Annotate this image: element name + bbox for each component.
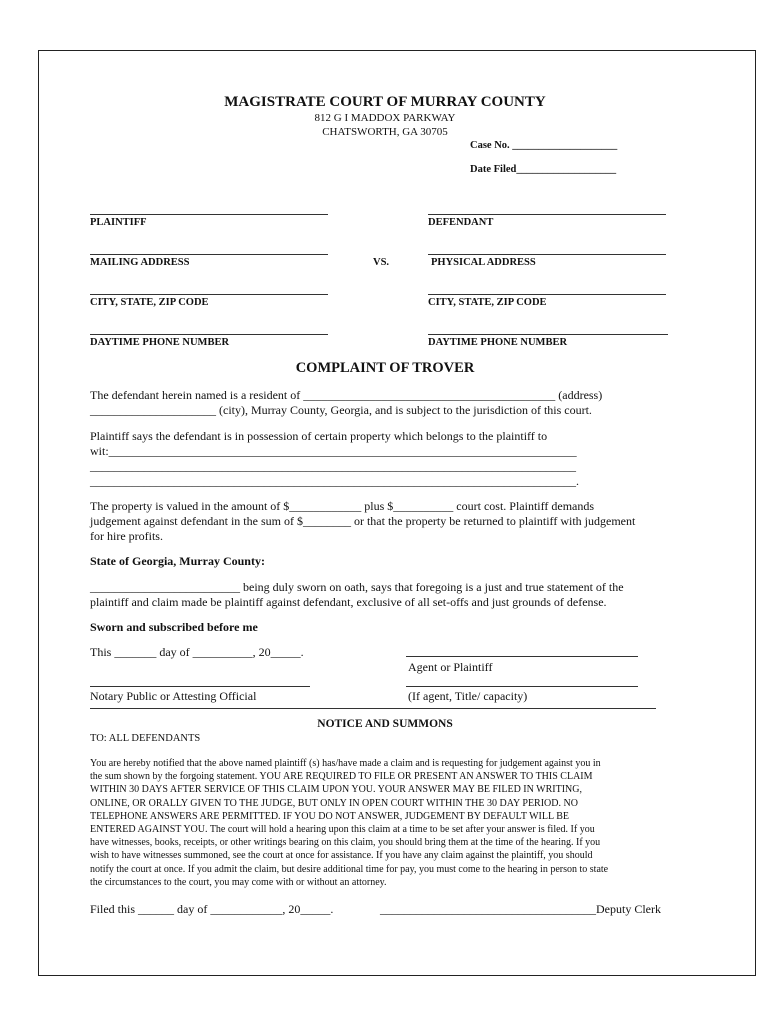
deputy-clerk-line[interactable]: ____________________________________Deputy Clerk xyxy=(380,902,661,916)
notice-line: the circumstances to the court, you may come with or without an attorney. xyxy=(90,876,387,888)
date-filed-field[interactable]: Date Filed___________________ xyxy=(470,164,617,175)
plaintiff-label: PLAINTIFF xyxy=(90,217,147,228)
section-divider xyxy=(90,708,656,709)
possession-line-3[interactable]: _________________________________________________________________________________ xyxy=(90,459,576,473)
city-state-zip-left-line[interactable] xyxy=(90,294,328,295)
complaint-heading: COMPLAINT OF TROVER xyxy=(295,360,475,376)
value-line-2[interactable]: judgement against defendant in the sum of $________ or that the property be returned to plaintiff with judgement xyxy=(90,514,636,528)
phone-right-line[interactable] xyxy=(428,334,668,335)
court-address-line1: 812 G I MADDOX PARKWAY xyxy=(314,112,456,124)
notice-heading: NOTICE AND SUMMONS xyxy=(317,718,453,730)
notice-line: notify the court at once. If you admit the claim, but desire additional time for pay, you must come to the hearing in person to state xyxy=(90,863,609,875)
notice-line: ONLINE, OR ORALLY GIVEN TO THE JUDGE, BUT ONLY IN OPEN COURT WITHIN THE 30 DAY PERIOD. NO xyxy=(90,797,578,809)
physical-address-line[interactable] xyxy=(428,254,666,255)
case-number-field[interactable]: Case No. ____________________ xyxy=(470,140,618,151)
possession-line-1: Plaintiff says the defendant is in possession of certain property which belongs to the plaintiff to xyxy=(90,429,548,443)
notary-label: Notary Public or Attesting Official xyxy=(90,689,257,703)
resident-line-2[interactable]: _____________________ (city), Murray County, Georgia, and is subject to the jurisdiction of this court. xyxy=(90,403,592,417)
notice-line: have witnesses, books, receipts, or other writings bearing on this claim, you should bring them at the time of the hearing. If you xyxy=(90,837,601,849)
sworn-line-1[interactable]: _________________________ being duly sworn on oath, says that foregoing is a just and true statement of the xyxy=(90,580,624,594)
defendant-label: DEFENDANT xyxy=(428,217,494,228)
sworn-subscribed-label: Sworn and subscribed before me xyxy=(90,620,258,634)
mailing-address-line[interactable] xyxy=(90,254,328,255)
notice-line: wish to have witnesses summoned, see the court at once for assistance. If you have any claim against the plaintiff, you should xyxy=(90,850,593,862)
city-state-zip-right-line[interactable] xyxy=(428,294,666,295)
this-day-line[interactable]: This _______ day of __________, 20_____. xyxy=(90,645,304,659)
city-state-zip-right-label: CITY, STATE, ZIP CODE xyxy=(428,297,547,308)
notice-line: ENTERED AGAINST YOU. The court will hold a hearing upon this claim at a time to be set after your answer is filed. If you xyxy=(90,824,595,836)
mailing-address-label: MAILING ADDRESS xyxy=(90,257,190,268)
sworn-line-2: plaintiff and claim made be plaintiff against defendant, exclusive of all set-offs and just grounds of defense. xyxy=(90,595,607,609)
filed-this-line[interactable]: Filed this ______ day of ____________, 20_____. xyxy=(90,902,334,916)
phone-left-line[interactable] xyxy=(90,334,328,335)
city-state-zip-left-label: CITY, STATE, ZIP CODE xyxy=(90,297,209,308)
possession-line-4[interactable]: _________________________________________________________________________________. xyxy=(90,474,579,488)
agent-signature-line[interactable] xyxy=(406,656,638,657)
phone-right-label: DAYTIME PHONE NUMBER xyxy=(428,337,568,348)
possession-line-2[interactable]: wit:______________________________________________________________________________ xyxy=(90,444,577,458)
court-address-line2: CHATSWORTH, GA 30705 xyxy=(322,126,448,138)
vs-label: VS. xyxy=(373,257,390,268)
defendant-line[interactable] xyxy=(428,214,666,215)
agent-title-line[interactable] xyxy=(406,686,638,687)
notice-line: the sum shown by the forgoing statement. YOU ARE REQUIRED TO FILE OR PRESENT AN ANSWER TO THIS CLAIM xyxy=(90,771,593,783)
plaintiff-line[interactable] xyxy=(90,214,328,215)
notice-line: You are hereby notified that the above named plaintiff (s) has/have made a claim and is requesting for judgement against you in xyxy=(90,758,601,769)
if-agent-label: (If agent, Title/ capacity) xyxy=(408,689,528,703)
physical-address-label: PHYSICAL ADDRESS xyxy=(431,257,536,268)
state-heading: State of Georgia, Murray County: xyxy=(90,554,265,568)
value-line-1[interactable]: The property is valued in the amount of $____________ plus $__________ court cost. Plaintiff demands xyxy=(90,499,595,513)
court-title: MAGISTRATE COURT OF MURRAY COUNTY xyxy=(224,94,546,110)
agent-or-plaintiff-label: Agent or Plaintiff xyxy=(408,660,493,674)
notice-body xyxy=(90,757,690,889)
notice-line: TELEPHONE ANSWERS ARE PERMITTED. IF YOU DO NOT ANSWER, JUDGEMENT BY DEFAULT WILL BE xyxy=(90,810,569,822)
notary-signature-line[interactable] xyxy=(90,686,310,687)
notice-line: WITHIN 30 DAYS AFTER SERVICE OF THIS CLAIM UPON YOU. YOUR ANSWER MAY BE FILED IN WRITING, xyxy=(90,784,582,796)
phone-left-label: DAYTIME PHONE NUMBER xyxy=(90,337,230,348)
notice-to-label: TO: ALL DEFENDANTS xyxy=(90,733,201,744)
resident-line-1[interactable]: The defendant herein named is a resident of __________________________________________ (address) xyxy=(90,388,603,402)
value-line-3: for hire profits. xyxy=(90,529,163,543)
